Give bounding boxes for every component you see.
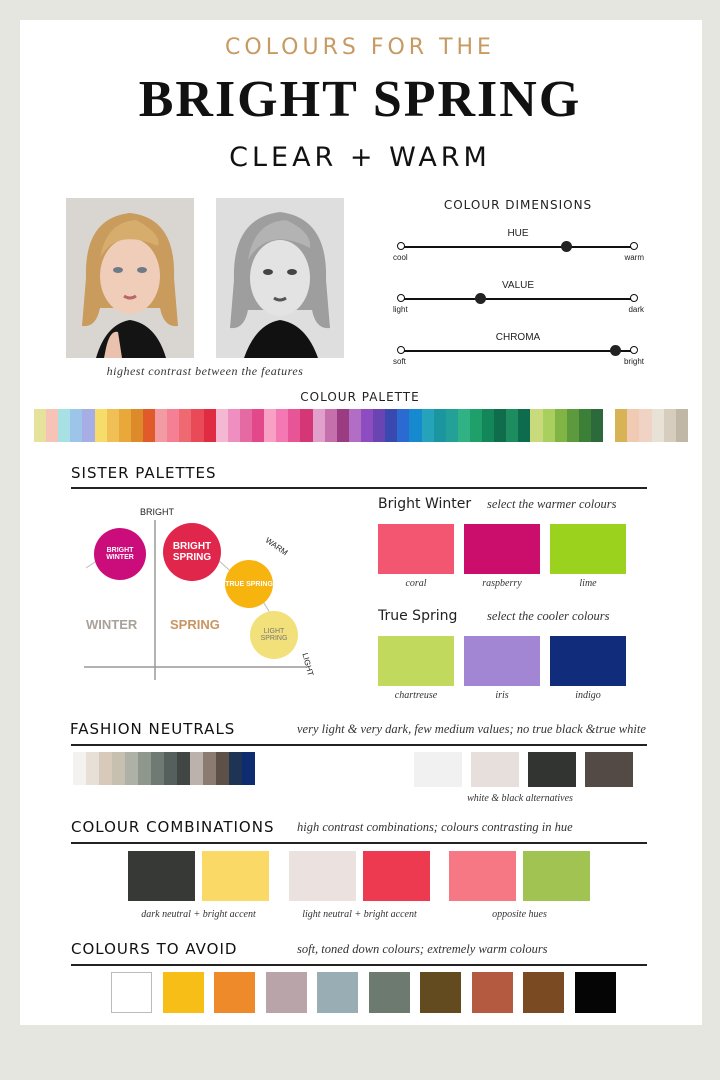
avoid-swatch [575,972,616,1013]
axis-light-label: LIGHT [300,651,316,678]
neutral-swatch [164,752,177,785]
avoid-rule [71,964,647,966]
dimension-label: HUE [507,228,529,239]
avoid-swatch [369,972,410,1013]
avoid-heading: COLOURS TO AVOID [71,940,238,958]
neutral-swatch [177,752,190,785]
sister-swatch-name: indigo [575,690,601,701]
palette-swatch [58,409,70,442]
neutrals-alt-caption: white & black alternatives [467,793,573,804]
palette-strip [34,409,688,442]
bright-spring-text-1: BRIGHT [172,541,212,552]
sister-swatch-name: raspberry [482,578,522,589]
neutral-alt-swatch [471,752,519,787]
dimension-label: CHROMA [495,332,541,343]
combination-caption: opposite hues [492,909,547,920]
combination-swatch [449,851,516,901]
palette-swatch [361,409,373,442]
light-spring-circle [250,611,298,659]
sister-swatch-name: coral [405,578,427,589]
palette-swatch [676,409,688,442]
dimension-left-label: soft [393,357,406,366]
dimension-label: VALUE [501,280,535,291]
bright-spring-circle [163,523,221,581]
combination-caption: light neutral + bright accent [302,909,417,920]
palette-swatch [34,409,46,442]
palette-swatch [228,409,240,442]
sister-palettes-heading: SISTER PALETTES [71,464,217,482]
dimension-right-label: warm [624,253,644,262]
palette-swatch [240,409,252,442]
palette-swatch [422,409,434,442]
palette-swatch [95,409,107,442]
palette-swatch [397,409,409,442]
neutral-alt-swatch [528,752,576,787]
palette-swatch [82,409,94,442]
palette-swatch [325,409,337,442]
dimension-endpoint-left [397,294,405,302]
sister-swatch-name: lime [579,578,597,589]
sister-palette-note: select the cooler colours [487,609,610,623]
palette-swatch [119,409,131,442]
combination-swatch [128,851,195,901]
palette-swatch [627,409,639,442]
dimension-right-label: dark [628,305,644,314]
sister-swatch [464,524,540,574]
palette-swatch [70,409,82,442]
palette-swatch [313,409,325,442]
spring-label: SPRING [170,617,220,632]
axis-warm-label: WARM [263,535,290,558]
combination-swatch [523,851,590,901]
dimension-left-label: light [393,305,408,314]
neutral-alt-swatch [585,752,633,787]
neutral-swatch [86,752,99,785]
palette-swatch [579,409,591,442]
palette-swatch [349,409,361,442]
dimension-track [400,298,634,300]
palette-swatch [518,409,530,442]
dimension-endpoint-right [630,346,638,354]
palette-swatch [131,409,143,442]
dimension-endpoint-left [397,346,405,354]
palette-swatch [300,409,312,442]
combination-caption: dark neutral + bright accent [141,909,256,920]
palette-swatch [252,409,264,442]
palette-swatch [591,409,603,442]
palette-swatch [276,409,288,442]
sister-swatch-name: iris [495,690,509,701]
portrait-grayscale-photo [216,198,344,358]
combination-swatch [289,851,356,901]
neutral-swatch [242,752,255,785]
combination-swatch [363,851,430,901]
neutral-swatch [73,752,86,785]
palette-swatch [664,409,676,442]
sister-swatch [464,636,540,686]
palette-swatch [107,409,119,442]
neutral-swatch [203,752,216,785]
neutral-swatch [151,752,164,785]
palette-swatch [458,409,470,442]
photo-caption: highest contrast between the features [106,364,304,378]
page-title: BRIGHT SPRING [138,71,582,128]
avoid-swatch [111,972,152,1013]
avoid-swatch [317,972,358,1013]
bright-spring-text-2: SPRING [172,552,212,563]
palette-swatch [143,409,155,442]
palette-swatch [567,409,579,442]
neutrals-note: very light & very dark, few medium values; no true black &true white [297,722,646,736]
palette-swatch [155,409,167,442]
winter-label: WINTER [86,617,138,632]
true-spring-text: TRUE SPRING [225,580,273,588]
dimension-right-label: bright [623,357,644,366]
palette-swatch [652,409,664,442]
sister-swatch [550,524,626,574]
palette-swatch [288,409,300,442]
neutral-alt-swatch [414,752,462,787]
bright-winter-text: BRIGHT WINTER [106,547,134,561]
palette-swatch [543,409,555,442]
palette-swatch [482,409,494,442]
axis-bright-label: BRIGHT [140,507,175,517]
sister-diagram [76,500,326,690]
sister-swatch-name: chartreuse [394,690,438,701]
dimension-track [400,246,634,248]
dimension-marker [475,293,486,304]
sister-palette-note: select the warmer colours [487,497,617,511]
avoid-swatch [523,972,564,1013]
palette-swatch [373,409,385,442]
palette-swatch [434,409,446,442]
sister-swatch [378,636,454,686]
palette-swatch [385,409,397,442]
overline: COLOURS FOR THE [225,35,495,60]
dimension-endpoint-right [630,242,638,250]
palette-swatch [204,409,216,442]
avoid-swatch [266,972,307,1013]
combination-swatch [202,851,269,901]
neutrals-rule [71,744,647,746]
palette-swatch [555,409,567,442]
sister-swatch [378,524,454,574]
neutral-swatch [112,752,125,785]
palette-swatch [179,409,191,442]
dimension-track [400,350,634,352]
palette-swatch [167,409,179,442]
bright-winter-circle [94,528,146,580]
dimension-endpoint-left [397,242,405,250]
neutral-swatch [125,752,138,785]
avoid-swatch [214,972,255,1013]
true-spring-circle [225,560,273,608]
portrait-color-photo [66,198,194,358]
avoid-note: soft, toned down colours; extremely warm colours [297,942,548,956]
combinations-rule [71,842,647,844]
palette-swatch [603,409,615,442]
sister-palette-name: Bright Winter [378,496,472,512]
palette-swatch [639,409,651,442]
palette-swatch [191,409,203,442]
dimension-endpoint-right [630,294,638,302]
palette-swatch [409,409,421,442]
palette-swatch [46,409,58,442]
avoid-swatch [472,972,513,1013]
palette-swatch [494,409,506,442]
palette-swatch [506,409,518,442]
neutral-swatch [229,752,242,785]
light-spring-text: LIGHT SPRING [260,628,288,642]
sister-palette-name: True Spring [378,608,458,624]
palette-swatch [470,409,482,442]
dimensions-title: COLOUR DIMENSIONS [443,198,593,212]
palette-swatch [264,409,276,442]
neutral-swatch [216,752,229,785]
avoid-swatch [163,972,204,1013]
palette-swatch [446,409,458,442]
combinations-heading: COLOUR COMBINATIONS [71,818,275,836]
sister-swatch [550,636,626,686]
palette-swatch [337,409,349,442]
avoid-swatch [420,972,461,1013]
palette-swatch [530,409,542,442]
dimension-left-label: cool [393,253,408,262]
sister-rule [71,487,647,489]
combinations-note: high contrast combinations; colours contrasting in hue [297,820,573,834]
page-subtitle: CLEAR + WARM [229,142,491,173]
neutral-swatch [99,752,112,785]
neutrals-heading: FASHION NEUTRALS [70,720,236,738]
neutrals-strip [73,752,255,785]
palette-title: COLOUR PALETTE [300,390,420,404]
palette-swatch [216,409,228,442]
neutral-swatch [138,752,151,785]
neutral-swatch [190,752,203,785]
palette-swatch [615,409,627,442]
